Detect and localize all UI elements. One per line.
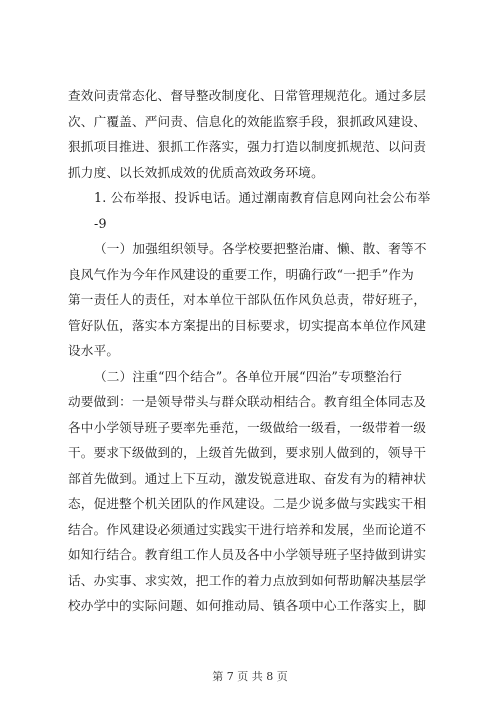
text-line: 次、广覆盖、严问责、信息化的效能监察手段，狠抓政风建设、 bbox=[68, 113, 427, 129]
page-number: 第 7 页 共 8 页 bbox=[212, 670, 288, 683]
text-line: （一）加强组织领导。各学校要把整治庸、懒、散、奢等不 bbox=[94, 241, 427, 256]
text-line: 各中小学领导班子要率先垂范，一级做给一级看，一级带着一级 bbox=[68, 419, 427, 435]
text-line: 结合。作风建设必须通过实践实干进行培养和发展，坐而论道不 bbox=[68, 521, 427, 537]
text-line: 如知行结合。教育组工作人员及各中小学领导班子坚持做到讲实 bbox=[68, 547, 427, 562]
text-line: -9 bbox=[94, 215, 107, 231]
text-line: 第一责任人的责任，对本单位干部队伍作风负总责，带好班子， bbox=[68, 292, 427, 307]
text-line: 话、办实事、求实效，把工作的着力点放到如何帮助解决基层学 bbox=[68, 572, 427, 588]
text-line: 管好队伍，落实本方案提出的目标要求，切实提高本单位作风建 bbox=[68, 317, 427, 333]
text-line: 动要做到：一是领导带头与群众联动相结合。教育组全体同志及 bbox=[68, 394, 427, 409]
text-line: 设水平。 bbox=[68, 343, 120, 358]
text-line: 查效问责常态化、督导整改制度化、日常管理规范化。通过多层 bbox=[68, 88, 427, 103]
text-line: 狠抓项目推进、狠抓工作落实，强力打造以制度抓规范、以问责 bbox=[68, 139, 427, 154]
text-line: 抓力度、以长效抓成效的优质高效政务环境。 bbox=[68, 164, 324, 180]
text-line: （二）注重“四个结合”。各单位开展“四治”专项整治行 bbox=[94, 368, 403, 384]
text-line: 部首先做到。通过上下互动，激发锐意进取、奋发有为的精神状 bbox=[68, 470, 427, 486]
text-line: 校办学中的实际问题、如何推动局、镇各项中心工作落实上，脚 bbox=[68, 598, 427, 613]
text-line: 干。要求下级做到的，上级首先做到，要求别人做到的，领导干 bbox=[68, 445, 427, 460]
text-line: 良风气作为今年作风建设的重要工作，明确行政“一把手”作为 bbox=[68, 266, 414, 282]
text-line: 态，促进整个机关团队的作风建设。二是少说多做与实践实干相 bbox=[68, 496, 427, 511]
text-line: 1. 公布举报、投诉电话。通过潮南教育信息网向社会公布举 bbox=[94, 190, 431, 205]
